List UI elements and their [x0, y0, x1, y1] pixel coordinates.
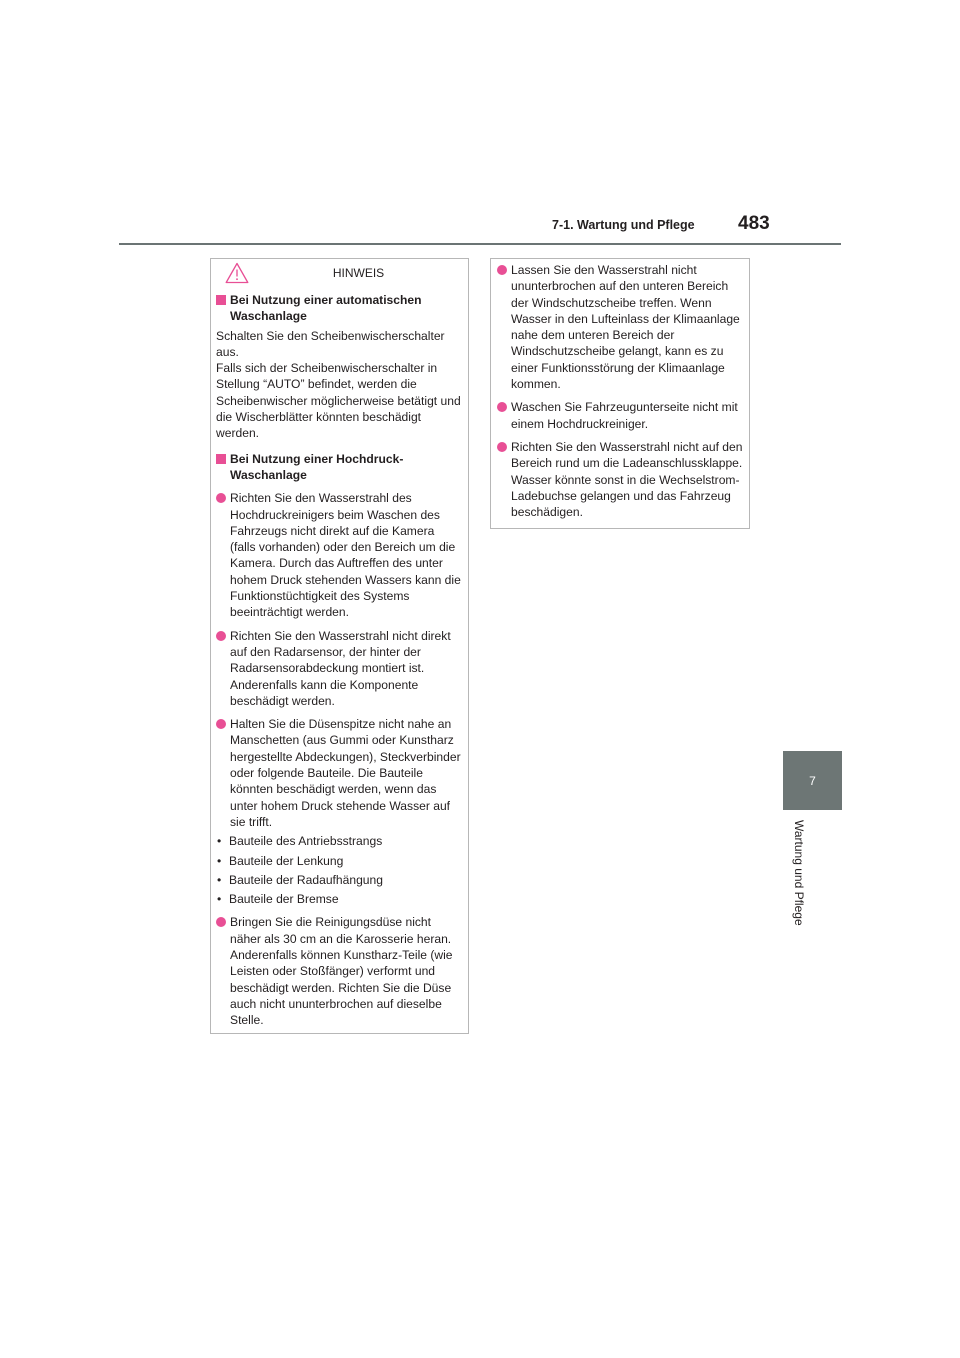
- notice-header: [211, 259, 468, 287]
- section-text: Schalten Sie den Scheibenwischerschalter aus. Falls sich der Scheibenwischerschalter in Stellung “AUTO” befindet, werden die Scheibenwischer möglicherweise betätigt und die Wischerblätter könnten beschädigt werden.: [216, 328, 461, 441]
- sub-list-item: • Bauteile der Bremse: [217, 892, 339, 907]
- list-item: Lassen Sie den Wasserstrahl nicht ununterbrochen auf den unteren Bereich der Windschutzscheibe treffen. Wenn Wasser in den Lufteinlass der Klimaanlage nahe dem unteren Bereich der Windschutzscheibe gelangt, kann es zu einer Funktionsstörung der Klimaanlage kommen.: [497, 262, 743, 392]
- chapter-number: 7: [809, 773, 816, 788]
- list-item: Halten Sie die Düsenspitze nicht nahe an Manschetten (aus Gummi oder Kunstharz hergestellte Abdeckungen), Steckverbinder oder folgende Bauteile. Die Bauteile könnten beschädigt werden, wenn das unter hohem Druck stehende Wasser auf sie trifft.: [216, 716, 462, 830]
- list-item: Richten Sie den Wasserstrahl nicht direkt auf den Radarsensor, der hinter der Radarsensorabdeckung montiert ist. Anderenfalls kann die Komponente beschädigt werden.: [216, 628, 462, 709]
- notice-continued-box: [490, 258, 750, 529]
- list-item: Bringen Sie die Reinigungsdüse nicht näher als 30 cm an die Karosserie heran. Anderenfalls können Kunstharz-Teile (wie Leisten oder Stoßfänger) verformt und beschädigt werden. Richten Sie die Düse auch nicht ununterbrochen auf dieselbe Stelle.: [216, 914, 462, 1028]
- dot-marker-icon: •: [217, 872, 222, 887]
- warning-triangle-icon: [225, 262, 249, 284]
- sub-list-item: • Bauteile des Antriebsstrangs: [217, 834, 383, 849]
- circle-bullet-icon: [497, 442, 507, 452]
- circle-bullet-icon: [216, 493, 226, 503]
- circle-bullet-icon: [497, 402, 507, 412]
- header-rule: [119, 243, 841, 245]
- notice-box: [210, 258, 469, 1034]
- sub-list-item: • Bauteile der Lenkung: [217, 853, 344, 868]
- dot-marker-icon: •: [217, 892, 222, 907]
- chapter-label: Wartung und Pflege: [792, 820, 806, 926]
- square-bullet-icon: [216, 454, 226, 464]
- circle-bullet-icon: [497, 265, 507, 275]
- notice-title: HINWEIS: [332, 265, 385, 280]
- sub-list-item: • Bauteile der Radaufhängung: [217, 872, 383, 887]
- section-heading: Bei Nutzung einer Hochdruck-Waschanlage: [216, 451, 462, 484]
- circle-bullet-icon: [216, 631, 226, 641]
- section-heading: Bei Nutzung einer automatischen Waschanlage: [216, 292, 462, 325]
- chapter-tab[interactable]: [783, 751, 842, 810]
- dot-marker-icon: •: [217, 853, 222, 868]
- section-title: 7-1. Wartung und Pflege: [552, 218, 695, 232]
- dot-marker-icon: •: [217, 834, 222, 849]
- list-item: Richten Sie den Wasserstrahl nicht auf den Bereich rund um die Ladeanschlussklappe. Wasser könnte sonst in die Wechselstrom-Ladebuchse gelangen und das Fahrzeug beschädigen.: [497, 439, 743, 520]
- list-item: Richten Sie den Wasserstrahl des Hochdruckreinigers beim Waschen des Fahrzeugs nicht direkt auf die Kamera (falls vorhanden) oder den Bereich um die Kamera. Durch das Auftreffen des unter hohem Druck stehenden Wassers kann die Funktionstüchtigkeit des Systems beeinträchtigt werden.: [216, 490, 462, 620]
- page-number: 483: [738, 213, 770, 234]
- square-bullet-icon: [216, 295, 226, 305]
- list-item: Waschen Sie Fahrzeugunterseite nicht mit einem Hochdruckreiniger.: [497, 399, 743, 432]
- circle-bullet-icon: [216, 719, 226, 729]
- circle-bullet-icon: [216, 917, 226, 927]
